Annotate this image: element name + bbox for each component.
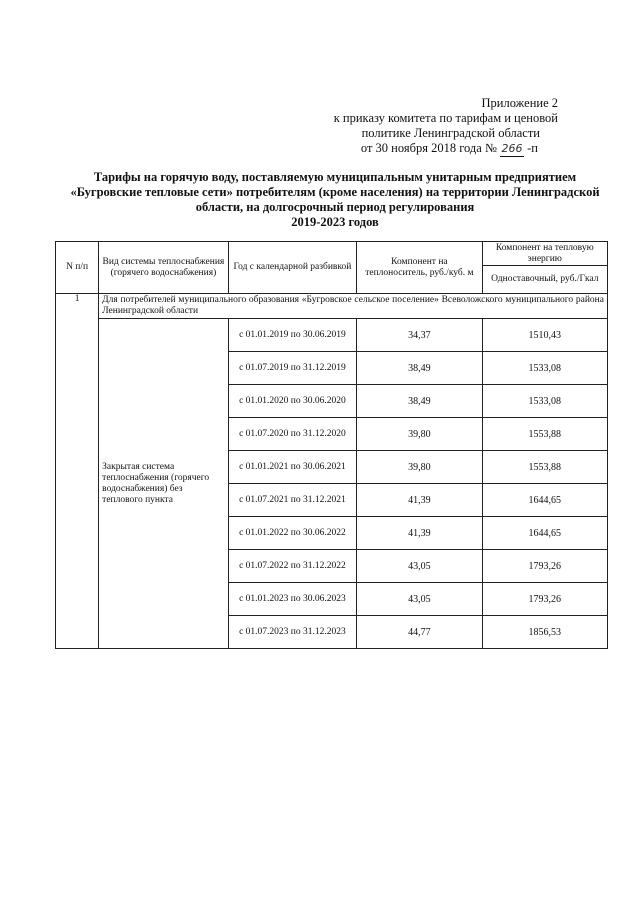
consumer-description: Для потребителей муниципального образования «Бугровское сельское поселение» Всеволожского муниципального района Ленинградской области xyxy=(99,294,608,319)
order-number-handwritten: 266 xyxy=(501,142,523,155)
period-cell: с 01.07.2023 по 31.12.2023 xyxy=(228,616,356,649)
appendix-date-suffix: -п xyxy=(527,141,538,155)
period-cell: с 01.07.2019 по 31.12.2019 xyxy=(228,352,356,385)
system-type: Закрытая система теплоснабжения (горячего водоснабжения) без теплового пункта xyxy=(99,319,229,649)
tariff-table xyxy=(55,241,608,649)
table-row xyxy=(56,319,608,352)
header-number: N п/п xyxy=(56,242,99,294)
heat-value: 1856,53 xyxy=(482,616,607,649)
document-title xyxy=(55,170,615,230)
appendix-date-prefix: от 30 ноября 2018 года № xyxy=(360,141,497,155)
header-system: Вид системы теплоснабжения (горячего водоснабжения) xyxy=(99,242,229,294)
heat-value: 1793,26 xyxy=(482,583,607,616)
period-cell: с 01.01.2020 по 30.06.2020 xyxy=(228,385,356,418)
coolant-value: 43,05 xyxy=(357,550,482,583)
period-cell: с 01.07.2022 по 31.12.2022 xyxy=(228,550,356,583)
period-cell: с 01.01.2021 по 30.06.2021 xyxy=(228,451,356,484)
appendix-header xyxy=(334,96,578,157)
coolant-value: 34,37 xyxy=(357,319,482,352)
title-line-2: «Бугровские тепловые сети» потребителям (кроме населения) на территории Ленинградской xyxy=(70,185,600,199)
coolant-value: 44,77 xyxy=(357,616,482,649)
coolant-value: 39,80 xyxy=(357,418,482,451)
title-line-1: Тарифы на горячую воду, поставляемую муниципальным унитарным предприятием xyxy=(93,170,577,184)
heat-value: 1644,65 xyxy=(482,484,607,517)
heat-value: 1644,65 xyxy=(482,517,607,550)
coolant-value: 38,49 xyxy=(357,385,482,418)
heat-value: 1553,88 xyxy=(482,451,607,484)
row-number: 1 xyxy=(56,294,99,649)
period-cell: с 01.01.2022 по 30.06.2022 xyxy=(228,517,356,550)
header-period: Год с календарной разбивкой xyxy=(228,242,356,294)
appendix-committee-line: политике Ленинградской области xyxy=(361,126,540,140)
period-cell: с 01.07.2021 по 31.12.2021 xyxy=(228,484,356,517)
header-heat-component: Компонент на тепловую энергию xyxy=(482,242,607,266)
title-line-4: 2019-2023 годов xyxy=(291,215,379,229)
appendix-date-line xyxy=(334,141,578,157)
heat-value: 1510,43 xyxy=(482,319,607,352)
header-coolant-component: Компонент на теплоноситель, руб./куб. м xyxy=(357,242,482,294)
coolant-value: 39,80 xyxy=(357,451,482,484)
period-cell: с 01.01.2023 по 30.06.2023 xyxy=(228,583,356,616)
heat-value: 1533,08 xyxy=(482,385,607,418)
period-cell: с 01.01.2019 по 30.06.2019 xyxy=(228,319,356,352)
coolant-value: 41,39 xyxy=(357,484,482,517)
period-cell: с 01.07.2020 по 31.12.2020 xyxy=(228,418,356,451)
heat-value: 1533,08 xyxy=(482,352,607,385)
appendix-order-line: к приказу комитета по тарифам и ценовой xyxy=(333,111,558,125)
title-line-3: области, на долгосрочный период регулирования xyxy=(195,200,475,214)
header-heat-single-rate: Одноставочный, руб./Гкал xyxy=(482,266,607,294)
coolant-value: 41,39 xyxy=(357,517,482,550)
appendix-title: Приложение 2 xyxy=(481,96,558,110)
heat-value: 1793,26 xyxy=(482,550,607,583)
coolant-value: 43,05 xyxy=(357,583,482,616)
heat-value: 1553,88 xyxy=(482,418,607,451)
coolant-value: 38,49 xyxy=(357,352,482,385)
